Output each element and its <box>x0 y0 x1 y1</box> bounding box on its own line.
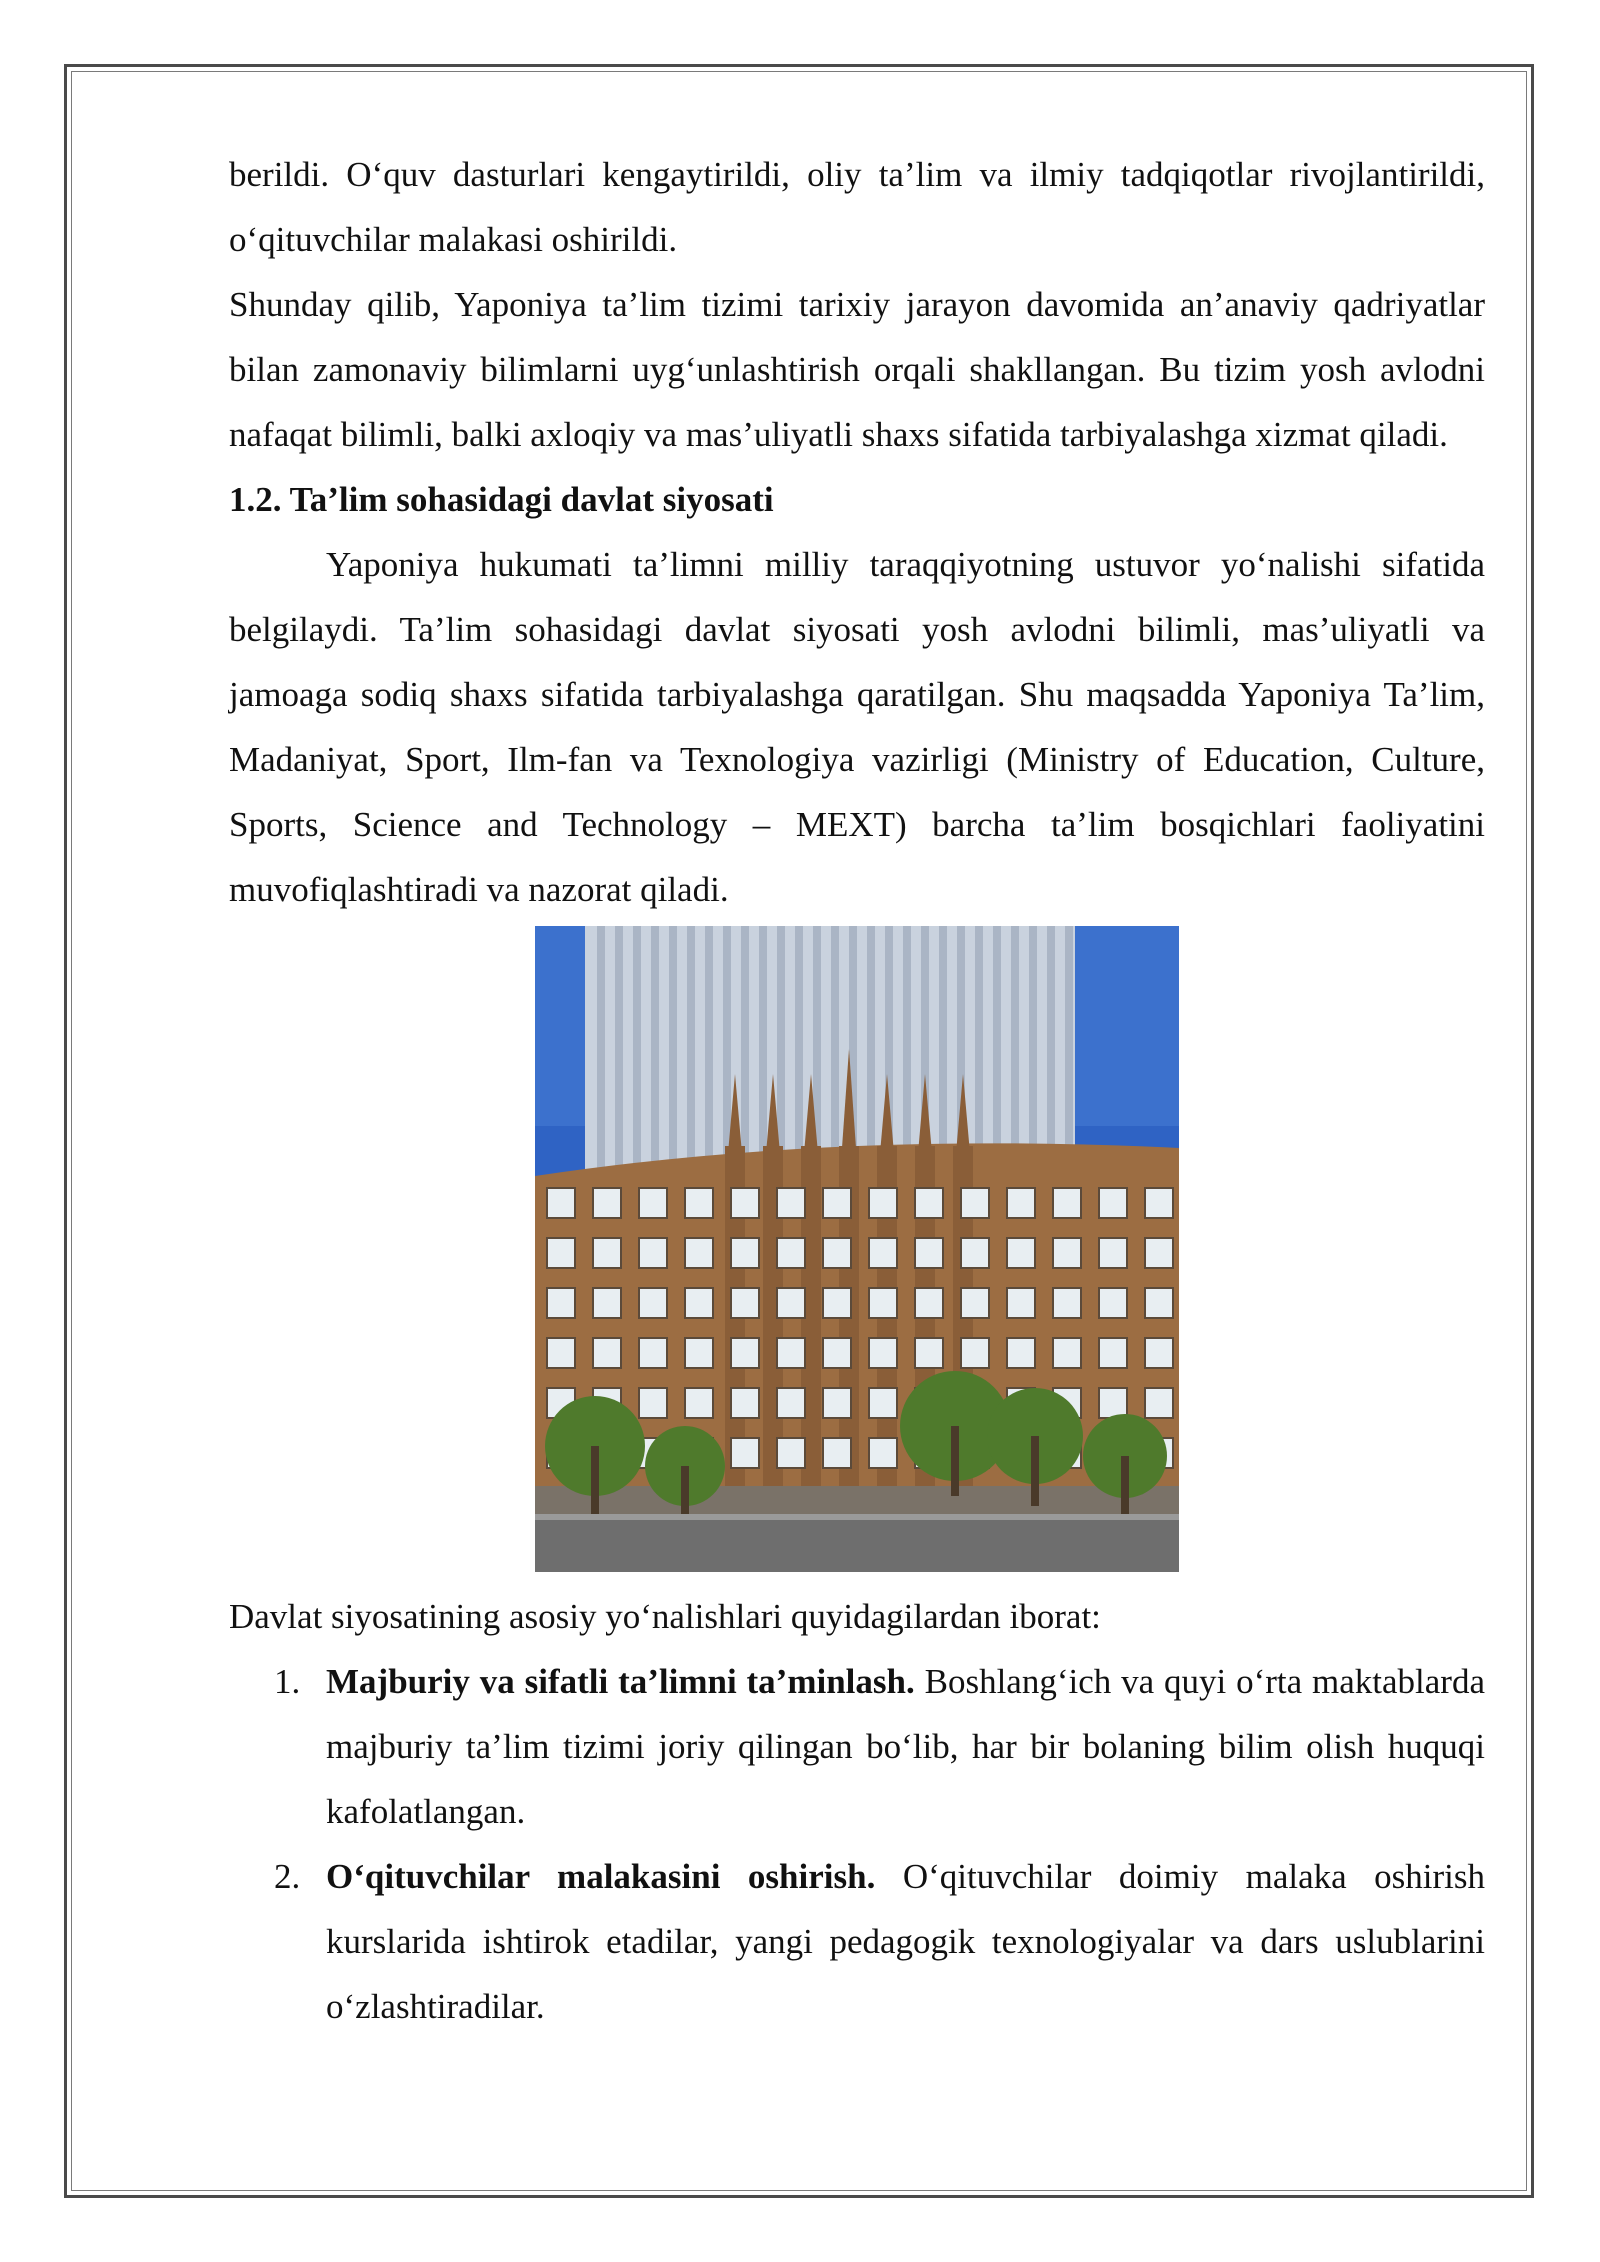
list-item <box>229 1649 1485 1844</box>
policy-list <box>229 1649 1485 2039</box>
paragraph-summary: Shunday qilib, Yaponiya ta’lim tizimi tarixiy jarayon davomida an’anaviy qadriyatlar bilan zamonaviy bilimlarni uyg‘unlashtirish orqali shakllangan. Bu tizim yosh avlodni nafaqat bilimli, balki axloqiy va mas’uliyatli shaxs sifatida tarbiyalashga xizmat qiladi. <box>229 285 1485 454</box>
list-number: 1. <box>274 1662 301 1701</box>
section-heading: 1.2. Ta’lim sohasidagi davlat siyosati <box>229 480 774 519</box>
list-item-title: Majburiy va sifatli ta’limni ta’minlash. <box>326 1662 915 1701</box>
paragraph-continuation: berildi. O‘quv dasturlari kengaytirildi, oliy ta’lim va ilmiy tadqiqotlar rivojlantirildi, o‘qituvchilar malakasi oshirildi. <box>229 155 1485 259</box>
mext-building-photo <box>535 926 1179 1572</box>
list-item <box>229 1844 1485 2039</box>
figure <box>229 922 1485 1584</box>
list-item-title: O‘qituvchilar malakasini oshirish. <box>326 1857 876 1896</box>
list-intro: Davlat siyosatining asosiy yo‘nalishlari quyidagilardan iborat: <box>229 1597 1101 1636</box>
list-item-text: Boshlang‘ich va quyi o‘rta maktablarda majburiy ta’lim tizimi joriy qilingan bo‘lib, har bir bolaning bilim olish huquqi kafolatlangan. <box>326 1662 1485 1831</box>
list-number: 2. <box>274 1857 301 1896</box>
document-body <box>229 142 1485 2039</box>
list-item-text: O‘qituvchilar doimiy malaka oshirish kurslarida ishtirok etadilar, yangi pedagogik texnologiyalar va dars uslublarini o‘zlashtiradilar. <box>326 1857 1485 2026</box>
photo-road <box>535 1516 1179 1572</box>
paragraph-policy: Yaponiya hukumati ta’limni milliy taraqqiyotning ustuvor yo‘nalishi sifatida belgilaydi. Ta’lim sohasidagi davlat siyosati yosh avlodni bilimli, mas’uliyatli va jamoaga sodiq shaxs sifatida tarbiyalashga qaratilgan. Shu maqsadda Yaponiya Ta’lim, Madaniyat, Sport, Ilm-fan va Texnologiya vazirligi (Ministry of Education, Culture, Sports, Science and Technology – MEXT) barcha ta’lim bosqichlari faoliyatini muvofiqlashtiradi va nazorat qiladi. <box>229 545 1485 909</box>
